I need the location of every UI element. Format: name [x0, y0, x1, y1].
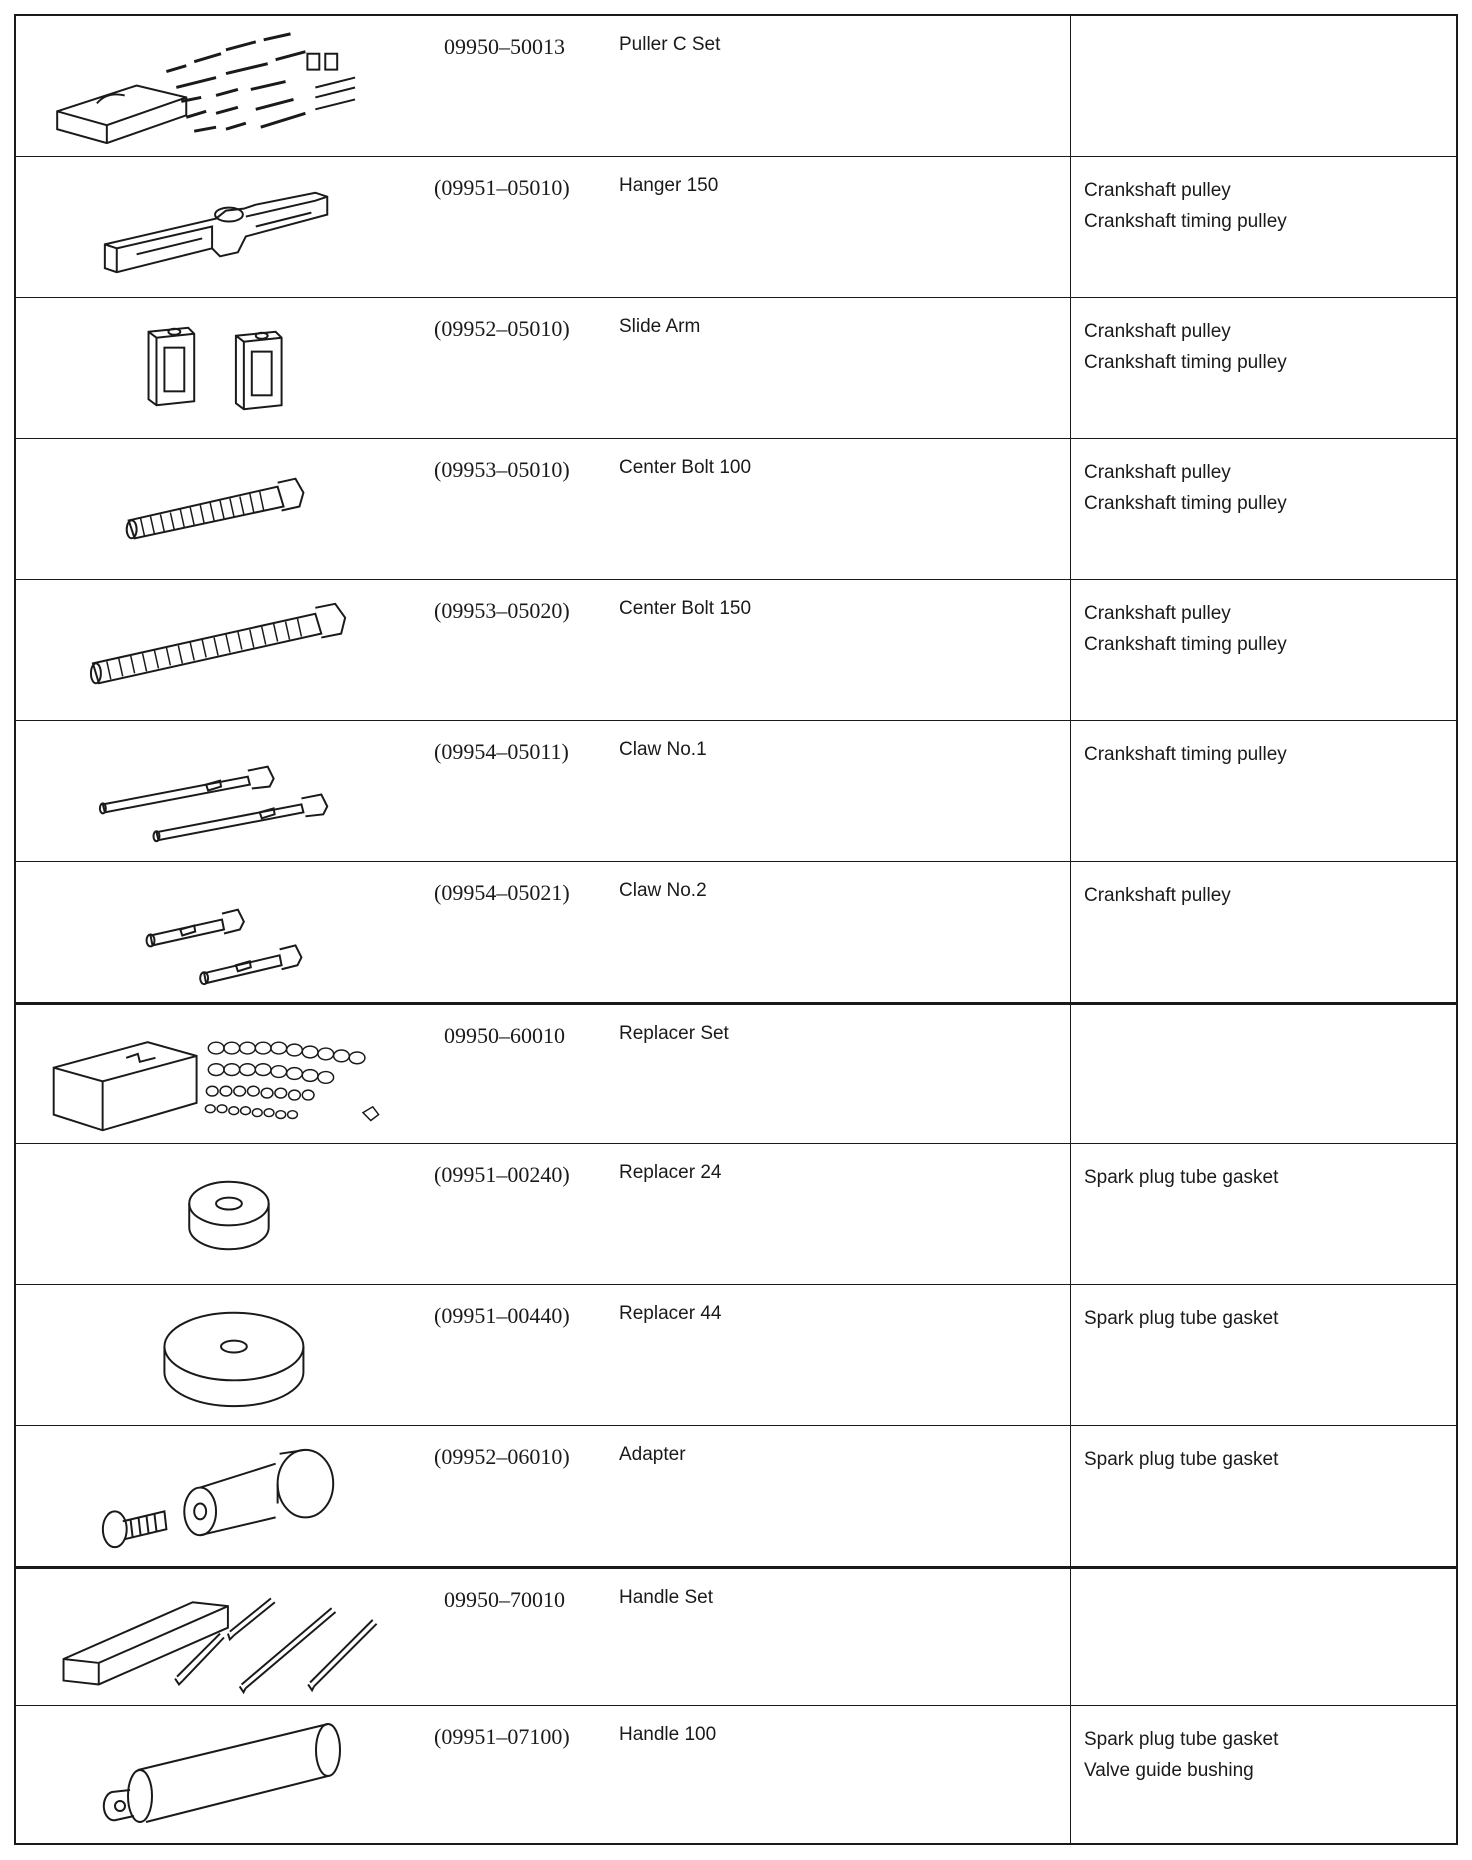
tool-name: Replacer 24 — [619, 1162, 722, 1183]
applications — [1084, 1444, 1278, 1475]
table-row — [16, 1706, 1456, 1843]
applications — [1084, 1162, 1278, 1193]
tool-name: Replacer 44 — [619, 1303, 722, 1324]
applications — [1084, 457, 1287, 519]
application-item: Crankshaft timing pulley — [1084, 493, 1287, 514]
center-bolt-long-icon — [16, 580, 431, 720]
tool-name: Claw No.2 — [619, 880, 707, 901]
center-bolt-short-icon — [16, 439, 431, 579]
application-item: Spark plug tube gasket — [1084, 1308, 1279, 1329]
part-number: (09953–05020) — [434, 598, 570, 623]
application-item: Crankshaft timing pulley — [1084, 634, 1287, 655]
tool-name: Claw No.1 — [619, 739, 707, 760]
tool-name: Replacer Set — [619, 1023, 729, 1044]
application-item: Spark plug tube gasket — [1084, 1729, 1279, 1750]
part-number: (09952–05010) — [434, 316, 570, 341]
table-row — [16, 1003, 1456, 1144]
table-row — [16, 16, 1456, 157]
part-number: (09951–07100) — [434, 1724, 570, 1749]
adapter-icon — [16, 1426, 431, 1566]
replacer-large-icon — [16, 1285, 431, 1425]
applications — [1084, 598, 1287, 660]
tool-name: Handle Set — [619, 1587, 714, 1608]
applications — [1084, 739, 1287, 770]
part-number: (09951–05010) — [434, 175, 570, 200]
applications — [1084, 1724, 1278, 1786]
application-item: Crankshaft pulley — [1084, 321, 1231, 342]
tool-name: Puller C Set — [619, 34, 721, 55]
tool-name: Center Bolt 150 — [619, 598, 752, 619]
table-row — [16, 157, 1456, 298]
claw-short-icon — [16, 862, 431, 1002]
table-row — [16, 1144, 1456, 1285]
slide-arm-icon — [16, 298, 431, 438]
applications — [1084, 880, 1231, 911]
application-item: Crankshaft timing pulley — [1084, 352, 1287, 373]
table-row — [16, 1567, 1456, 1706]
table-row — [16, 1285, 1456, 1426]
application-item: Crankshaft pulley — [1084, 885, 1231, 906]
replacer-small-icon — [16, 1144, 431, 1284]
application-item: Valve guide bushing — [1084, 1760, 1254, 1781]
part-number: (09951–00240) — [434, 1162, 570, 1187]
table-row — [16, 439, 1456, 580]
puller-c-set-icon — [16, 16, 431, 156]
claw-long-icon — [16, 721, 431, 861]
applications — [1084, 316, 1287, 378]
handle-set-icon — [16, 1569, 431, 1705]
table-row — [16, 721, 1456, 862]
replacer-set-icon — [16, 1005, 431, 1143]
tool-name: Handle 100 — [619, 1724, 717, 1745]
tool-name: Slide Arm — [619, 316, 701, 337]
table-row — [16, 1426, 1456, 1567]
table-row — [16, 298, 1456, 439]
hanger-icon — [16, 157, 431, 297]
table-row — [16, 862, 1456, 1003]
tool-name: Center Bolt 100 — [619, 457, 752, 478]
applications — [1084, 175, 1287, 237]
tool-name: Adapter — [619, 1444, 686, 1465]
tool-table — [14, 14, 1458, 1845]
part-number: 09950–70010 — [444, 1587, 565, 1612]
table-row — [16, 580, 1456, 721]
application-item: Crankshaft pulley — [1084, 462, 1231, 483]
part-number: 09950–60010 — [444, 1023, 565, 1048]
tool-name: Hanger 150 — [619, 175, 719, 196]
applications — [1084, 1303, 1278, 1334]
application-item: Crankshaft pulley — [1084, 603, 1231, 624]
part-number: (09953–05010) — [434, 457, 570, 482]
application-item: Spark plug tube gasket — [1084, 1449, 1279, 1470]
part-number: (09952–06010) — [434, 1444, 570, 1469]
application-item: Crankshaft timing pulley — [1084, 744, 1287, 765]
application-item: Crankshaft pulley — [1084, 180, 1231, 201]
part-number: (09954–05011) — [434, 739, 569, 764]
handle-icon — [16, 1706, 431, 1843]
application-item: Crankshaft timing pulley — [1084, 211, 1287, 232]
part-number: 09950–50013 — [444, 34, 565, 59]
part-number: (09954–05021) — [434, 880, 570, 905]
application-item: Spark plug tube gasket — [1084, 1167, 1279, 1188]
part-number: (09951–00440) — [434, 1303, 570, 1328]
